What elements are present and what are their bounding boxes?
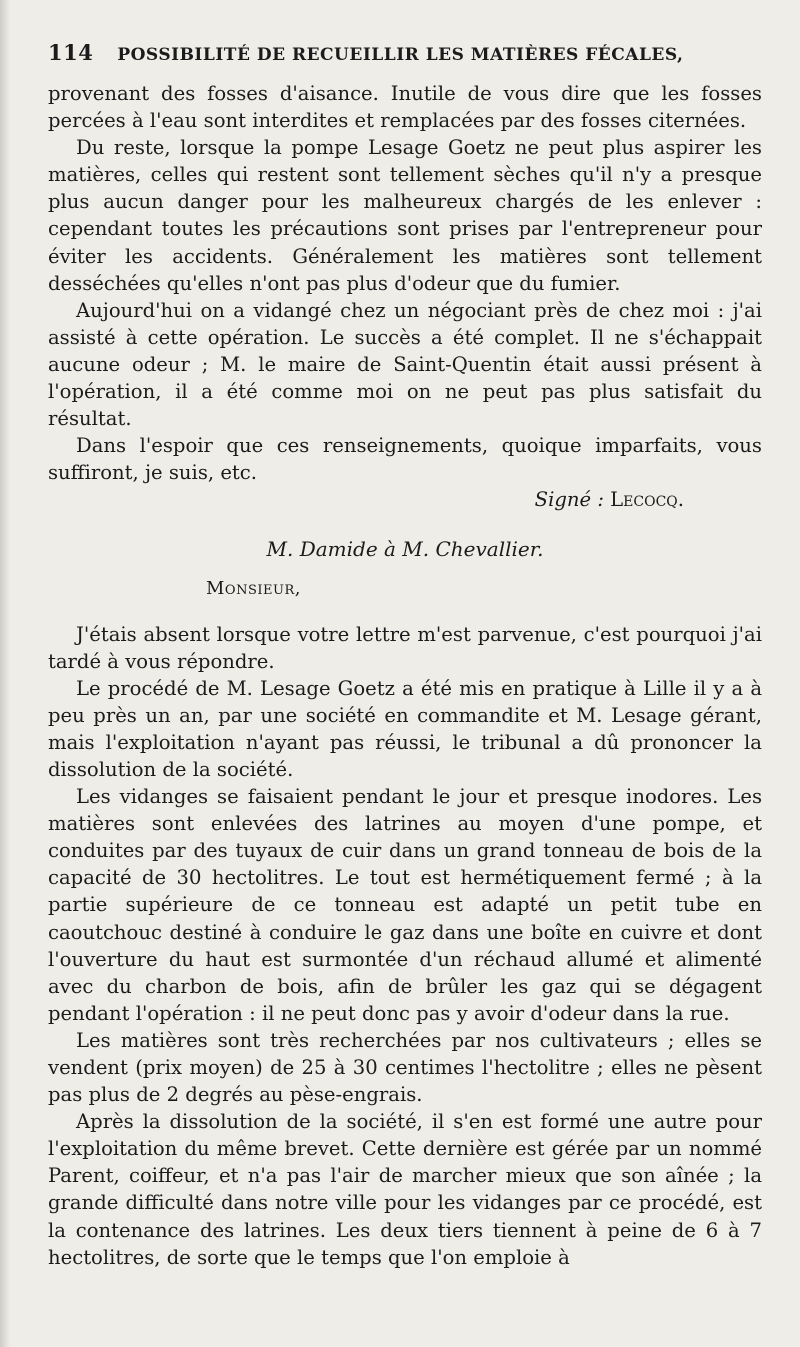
- paragraph: Les matières sont très recherchées par nos cultivateurs ; elles se vendent (prix moyen) de 25 à 30 centimes l'hectolitre ; elles ne pèsent pas plus de 2 degrés au pèse-engrais.: [48, 1028, 762, 1107]
- signature-name: Lecocq.: [610, 488, 684, 512]
- paragraph: Les vidanges se faisaient pendant le jour et presque inodores. Les matières sont enlevées des latrines au moyen d'une pompe, et conduites par des tuyaux de cuir dans un grand tonneau de bois de la capacité de 30 hectolitres. Le tout est hermétiquement fermé ; à la partie supérieure de ce tonneau est adapté un petit tube en caoutchouc destiné à conduire le gaz dans une boîte en cuivre et dont l'ouverture du haut est surmontée d'un réchaud allumé et alimenté avec du charbon de bois, afin de brûler les gaz qui se dégagent pendant l'opération : il ne peut donc pas y avoir d'odeur dans la rue.: [48, 785, 762, 1025]
- running-title: POSSIBILITÉ DE RECUEILLIR LES MATIÈRES FÉCALES,: [117, 45, 684, 65]
- paragraph: Du reste, lorsque la pompe Lesage Goetz ne peut plus aspirer les matières, celles qui restent sont tellement sèches qu'il n'y a presque plus aucun danger pour les malheureux chargés de les enlever : cependant toutes les précautions sont prises par l'entrepreneur pour éviter les accidents. Généralement les matières sont tellement desséchées qu'elles n'ont pas plus d'odeur que du fumier.: [48, 136, 762, 295]
- page-number: 114: [48, 40, 94, 65]
- paragraph: Aujourd'hui on a vidangé chez un négociant près de chez moi : j'ai assisté à cette opération. Le succès a été complet. Il ne s'échappait aucune odeur ; M. le maire de Saint-Quentin était aussi présent à l'opération, il a été comme moi on ne peut pas plus satisfait du résultat.: [48, 298, 762, 431]
- signature-label: Signé :: [534, 488, 604, 512]
- paragraph: J'étais absent lorsque votre lettre m'est parvenue, c'est pourquoi j'ai tardé à vous répondre.: [48, 622, 762, 673]
- body-text-part-2: [48, 621, 762, 1271]
- page-header: [48, 40, 762, 80]
- salutation: Monsieur,: [206, 577, 301, 599]
- paragraph: Après la dissolution de la société, il s'en est formé une autre pour l'exploitation du même brevet. Cette dernière est gérée par un nommé Parent, coiffeur, et n'a pas l'air de marcher mieux que son aînée ; la grande difficulté dans notre ville pour les vidanges par ce procédé, est la contenance des latrines. Les deux tiers tiennent à peine de 6 à 7 hectolitres, de sorte que le temps que l'on emploie à: [48, 1110, 762, 1269]
- signature: [48, 486, 762, 513]
- paragraph: Dans l'espoir que ces renseignements, quoique imparfaits, vous suffiront, je suis, etc.: [48, 434, 762, 485]
- letter-heading: M. Damide à M. Chevallier.: [266, 536, 544, 561]
- paragraph: Le procédé de M. Lesage Goetz a été mis en pratique à Lille il y a à peu près un an, par une société en commandite et M. Lesage gérant, mais l'exploitation n'ayant pas réussi, le tribunal a dû prononcer la dissolution de la société.: [48, 676, 762, 781]
- paragraph: provenant des fosses d'aisance. Inutile de vous dire que les fosses percées à l'eau sont interdites et remplacées par des fosses citernées.: [48, 82, 762, 133]
- body-text-part-1: [48, 80, 762, 486]
